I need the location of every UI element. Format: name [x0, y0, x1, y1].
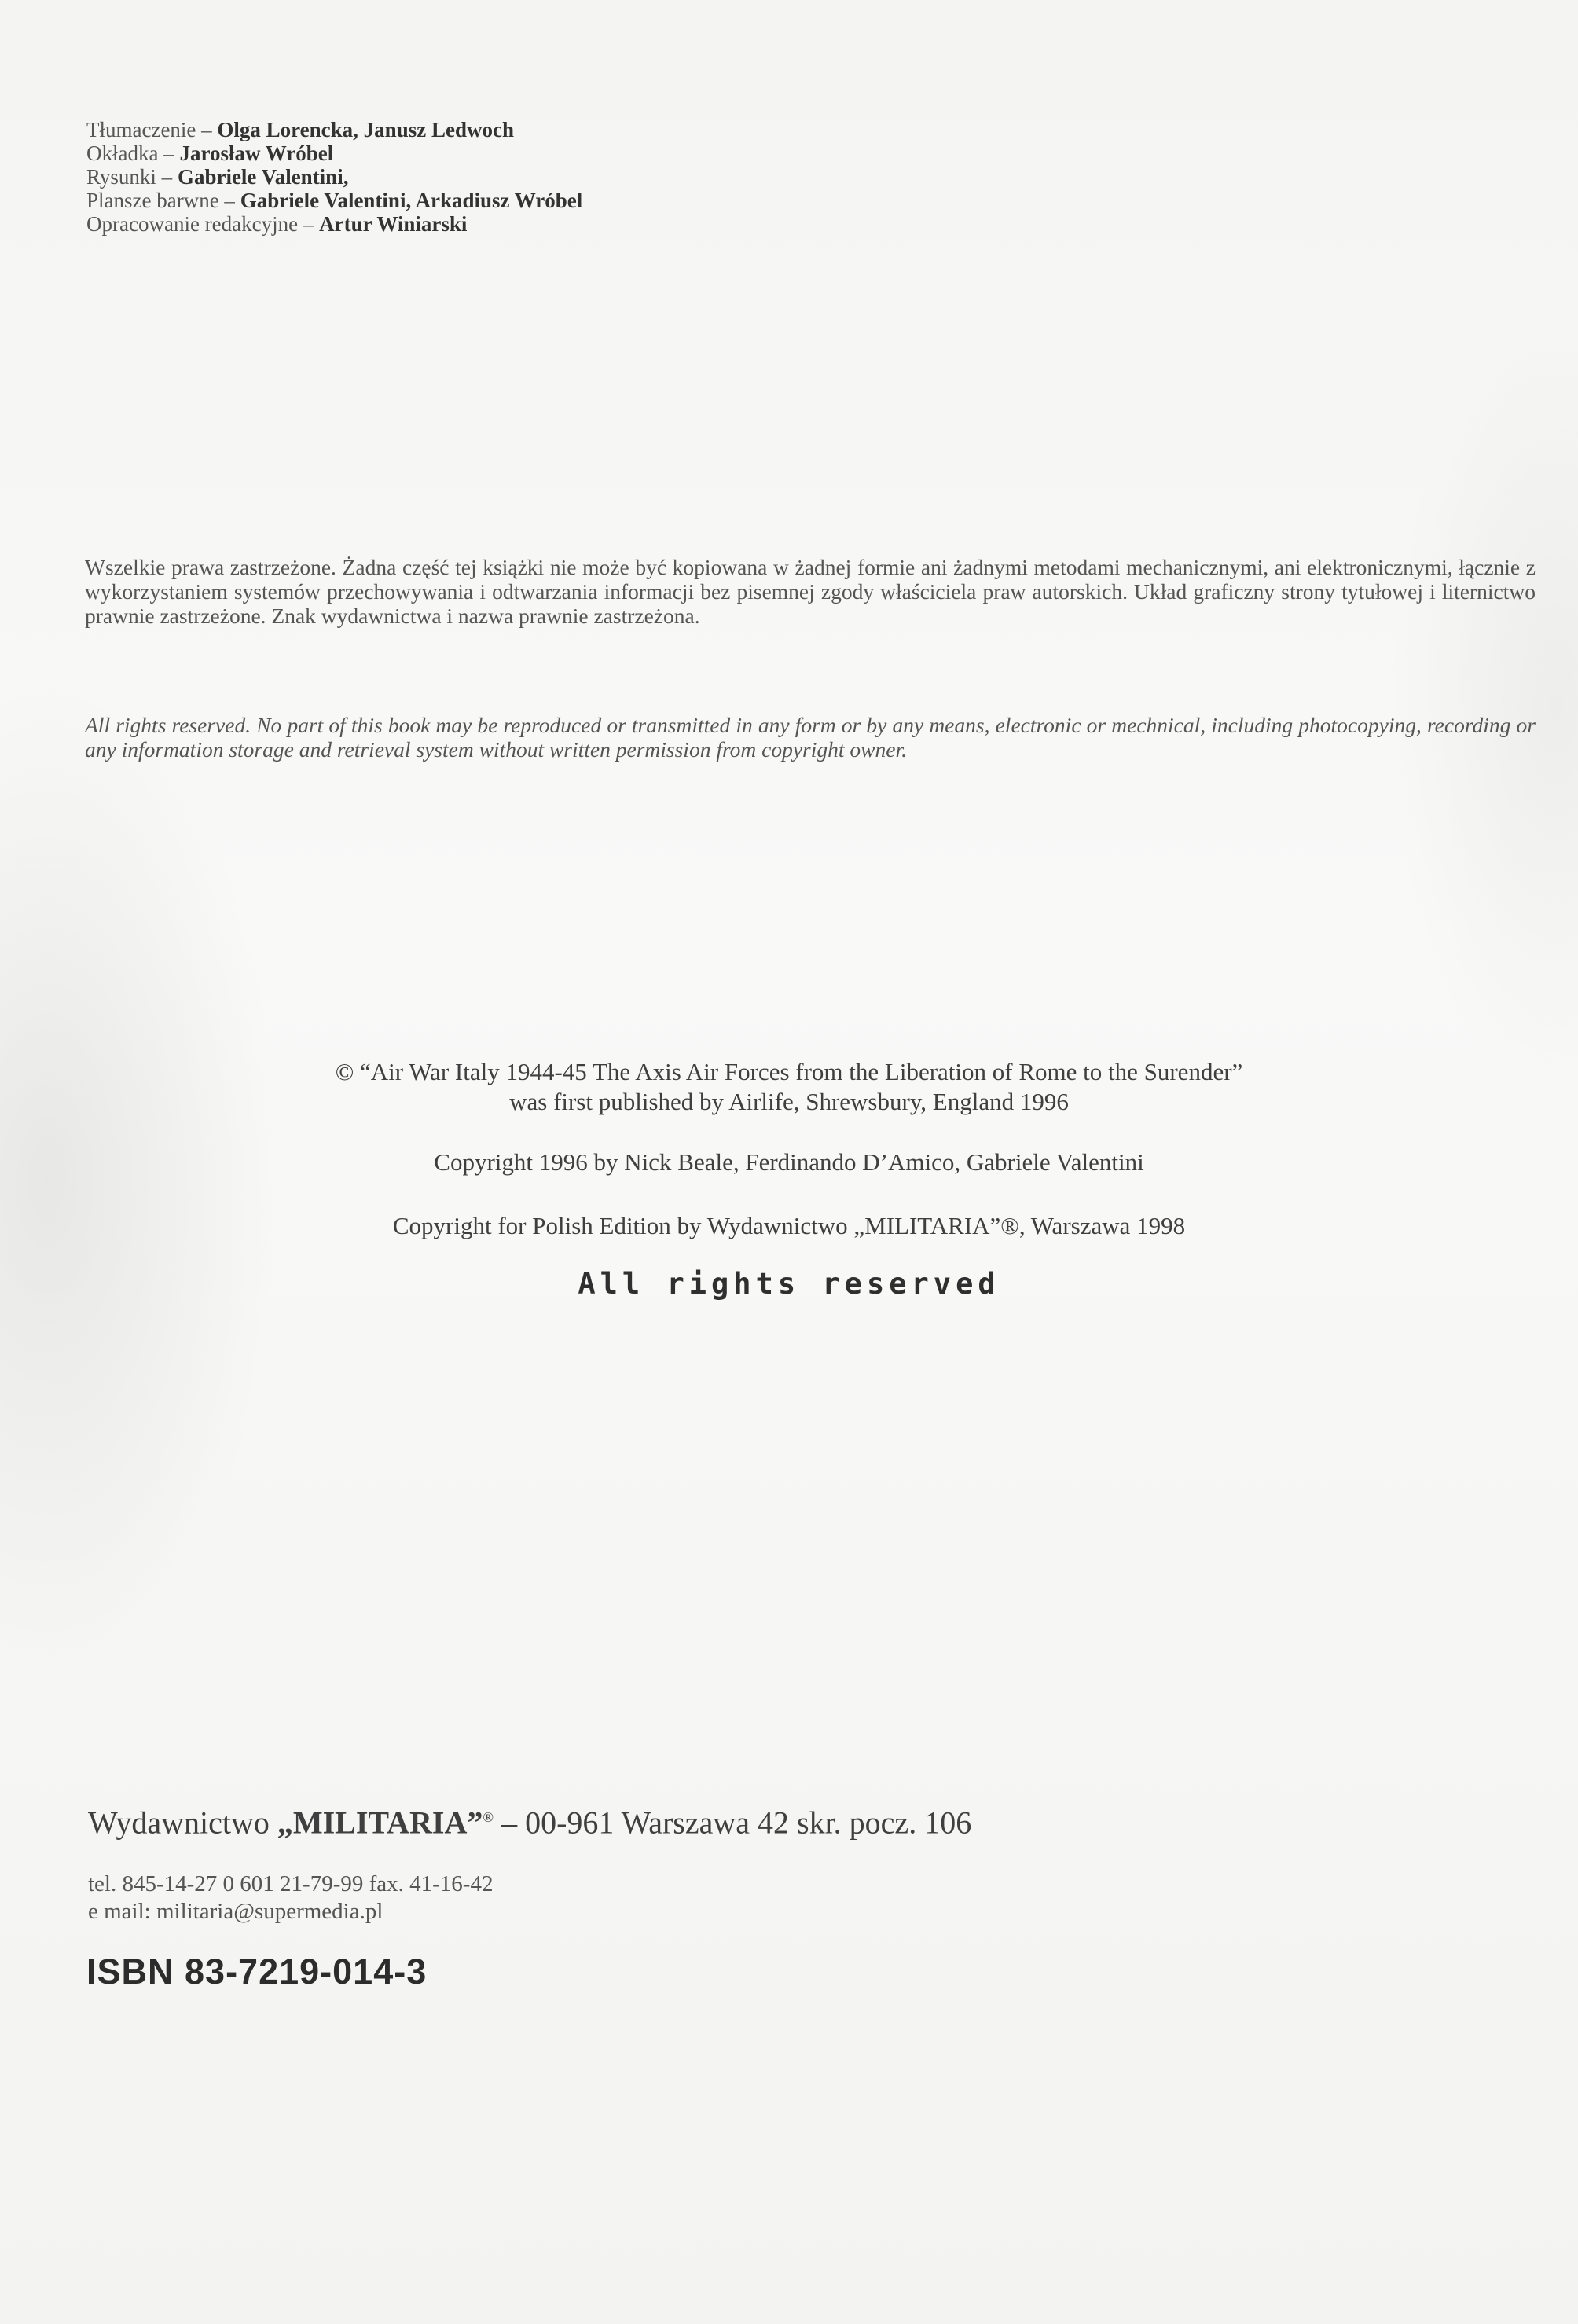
credit-role: Rysunki –: [86, 165, 178, 189]
publisher-contact: [88, 1871, 493, 1926]
credit-role: Opracowanie redakcyjne –: [86, 212, 320, 236]
credit-translation: [86, 118, 582, 141]
original-publisher-line: was first published by Airlife, Shrewsbury, England 1996: [509, 1088, 1069, 1115]
credit-role: Okładka –: [86, 141, 180, 165]
publisher-name: „MILITARIA”: [277, 1804, 483, 1841]
rights-notice-english: All rights reserved. No part of this book may be reproduced or transmitted in any form or by any means, electronic or mechnical, including photocopying, recording or any information storage and retrieval system without written permission from copyright owner.: [85, 713, 1536, 762]
credit-editing: [86, 212, 582, 236]
credit-role: Tłumaczenie –: [86, 118, 218, 141]
publisher-address: [88, 1798, 971, 1841]
credit-color-plates: [86, 189, 582, 212]
authors-copyright: Copyright 1996 by Nick Beale, Ferdinando D’Amico, Gabriele Valentini: [434, 1148, 1144, 1176]
all-rights-reserved: All rights reserved: [578, 1267, 1000, 1301]
email-line: e mail: militaria@supermedia.pl: [88, 1899, 383, 1924]
credit-names: Artur Winiarski: [319, 212, 468, 236]
publisher-prefix: Wydawnictwo: [88, 1804, 277, 1841]
credit-names: Gabriele Valentini,: [177, 165, 349, 189]
publisher-postal: – 00-961 Warszawa 42 skr. pocz. 106: [494, 1804, 972, 1841]
polish-edition-copyright: Copyright for Polish Edition by Wydawnictwo „MILITARIA”®, Warszawa 1998: [392, 1212, 1186, 1239]
credit-drawings: [86, 165, 582, 189]
registered-mark: ®: [483, 1809, 494, 1825]
credit-names: Jarosław Wróbel: [179, 141, 334, 165]
credit-names: Olga Lorencka, Janusz Ledwoch: [217, 118, 514, 141]
original-edition-notice: [0, 1057, 1578, 1117]
isbn: ISBN 83-7219-014-3: [86, 1951, 428, 1992]
credits-block: [86, 118, 582, 236]
credit-role: Plansze barwne –: [86, 189, 240, 212]
rights-notice-polish: Wszelkie prawa zastrzeżone. Żadna część tej książki nie może być kopiowana w żadnej formie ani żadnymi metodami mechanicznymi, ani elektronicznymi, łącznie z wykorzystaniem systemów przechowywania i odtwarzania informacji bez pisemnej zgody właściciela praw autorskich. Układ graficzny strony tytułowej i liternictwo prawnie zastrzeżone. Znak wydawnictwa i nazwa prawnie zastrzeżona.: [85, 555, 1536, 628]
credit-names: Gabriele Valentini, Arkadiusz Wróbel: [240, 189, 583, 212]
phone-line: tel. 845-14-27 0 601 21-79-99 fax. 41-16-42: [88, 1871, 494, 1896]
credit-cover: [86, 141, 582, 165]
original-title-line: © “Air War Italy 1944-45 The Axis Air Forces from the Liberation of Rome to the Surender”: [335, 1058, 1243, 1085]
